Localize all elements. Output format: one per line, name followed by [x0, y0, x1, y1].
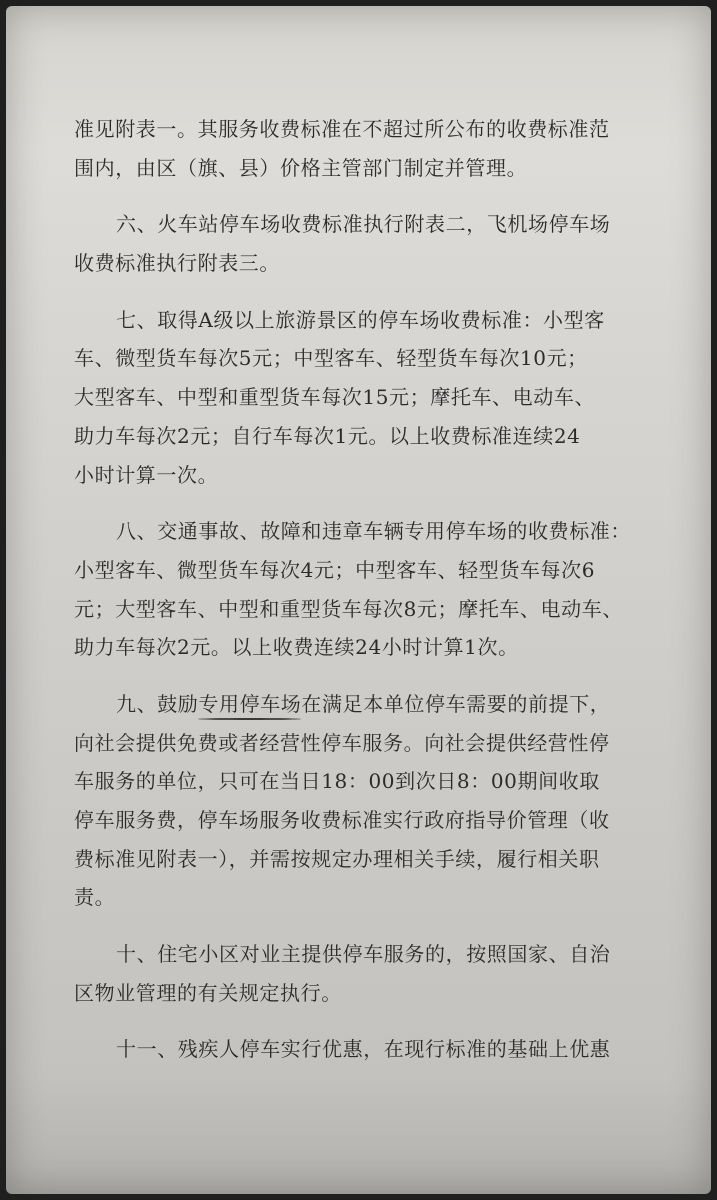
text-line: 元；大型客车、中型和重型货车每次8元；摩托车、电动车、	[74, 596, 623, 621]
text-line: 十一、残疾人停车实行优惠，在现行标准的基础上优惠	[116, 1037, 611, 1062]
text-line: 向社会提供免费或者经营性停车服务。向社会提供经营性停	[74, 730, 610, 755]
paragraph-gap	[74, 283, 662, 301]
text-line	[74, 685, 662, 724]
text-line: 责。	[74, 885, 116, 910]
text-segment: 九、鼓励	[116, 691, 199, 716]
paragraph-gap	[74, 917, 662, 935]
handwritten-underline-text: 专用停车场	[198, 685, 301, 724]
text-line: 十、住宅小区对业主提供停车服务的，按照国家、自治	[116, 942, 611, 967]
text-line: 费标准见附表一），并需按规定办理相关手续，履行相关职	[74, 846, 600, 871]
text-line: 大型客车、中型和重型货车每次15元；摩托车、电动车、	[74, 385, 596, 410]
document-paper	[6, 6, 711, 1194]
text-line: 区物业管理的有关规定执行。	[74, 980, 342, 1005]
document-text	[74, 110, 662, 1069]
text-line: 车服务的单位，只可在当日18：00到次日8：00期间收取	[74, 769, 600, 794]
text-line: 小时计算一次。	[74, 462, 219, 487]
text-line: 车、微型货车每次5元；中型客车、轻型货车每次10元；	[74, 346, 588, 371]
text-segment: 在满足本单位停车需要的前提下，	[301, 691, 611, 716]
text-line: 六、火车站停车场收费标准执行附表二，飞机场停车场	[116, 212, 611, 237]
text-line: 收费标准执行附表三。	[74, 251, 280, 276]
text-line: 围内，由区（旗、县）价格主管部门制定并管理。	[74, 155, 528, 180]
paper-shadow	[6, 1074, 711, 1194]
paragraph-gap	[74, 187, 662, 205]
text-line: 小型客车、微型货车每次4元；中型客车、轻型货车每次6	[74, 557, 596, 582]
paragraph-gap	[74, 494, 662, 512]
paragraph-gap	[74, 667, 662, 685]
text-line: 准见附表一。其服务收费标准在不超过所公布的收费标准范	[74, 117, 610, 141]
text-line: 八、交通事故、故障和违章车辆专用停车场的收费标准：	[116, 519, 631, 544]
text-line: 助力车每次2元；自行车每次1元。以上收费标准连续24	[74, 423, 581, 448]
text-line: 停车服务费，停车场服务收费标准实行政府指导价管理（收	[74, 808, 610, 832]
text-line: 七、取得A级以上旅游景区的停车场收费标准：小型客	[116, 307, 605, 332]
text-line: 助力车每次2元。以上收费连续24小时计算1次。	[74, 635, 519, 660]
paragraph-gap	[74, 1012, 662, 1030]
